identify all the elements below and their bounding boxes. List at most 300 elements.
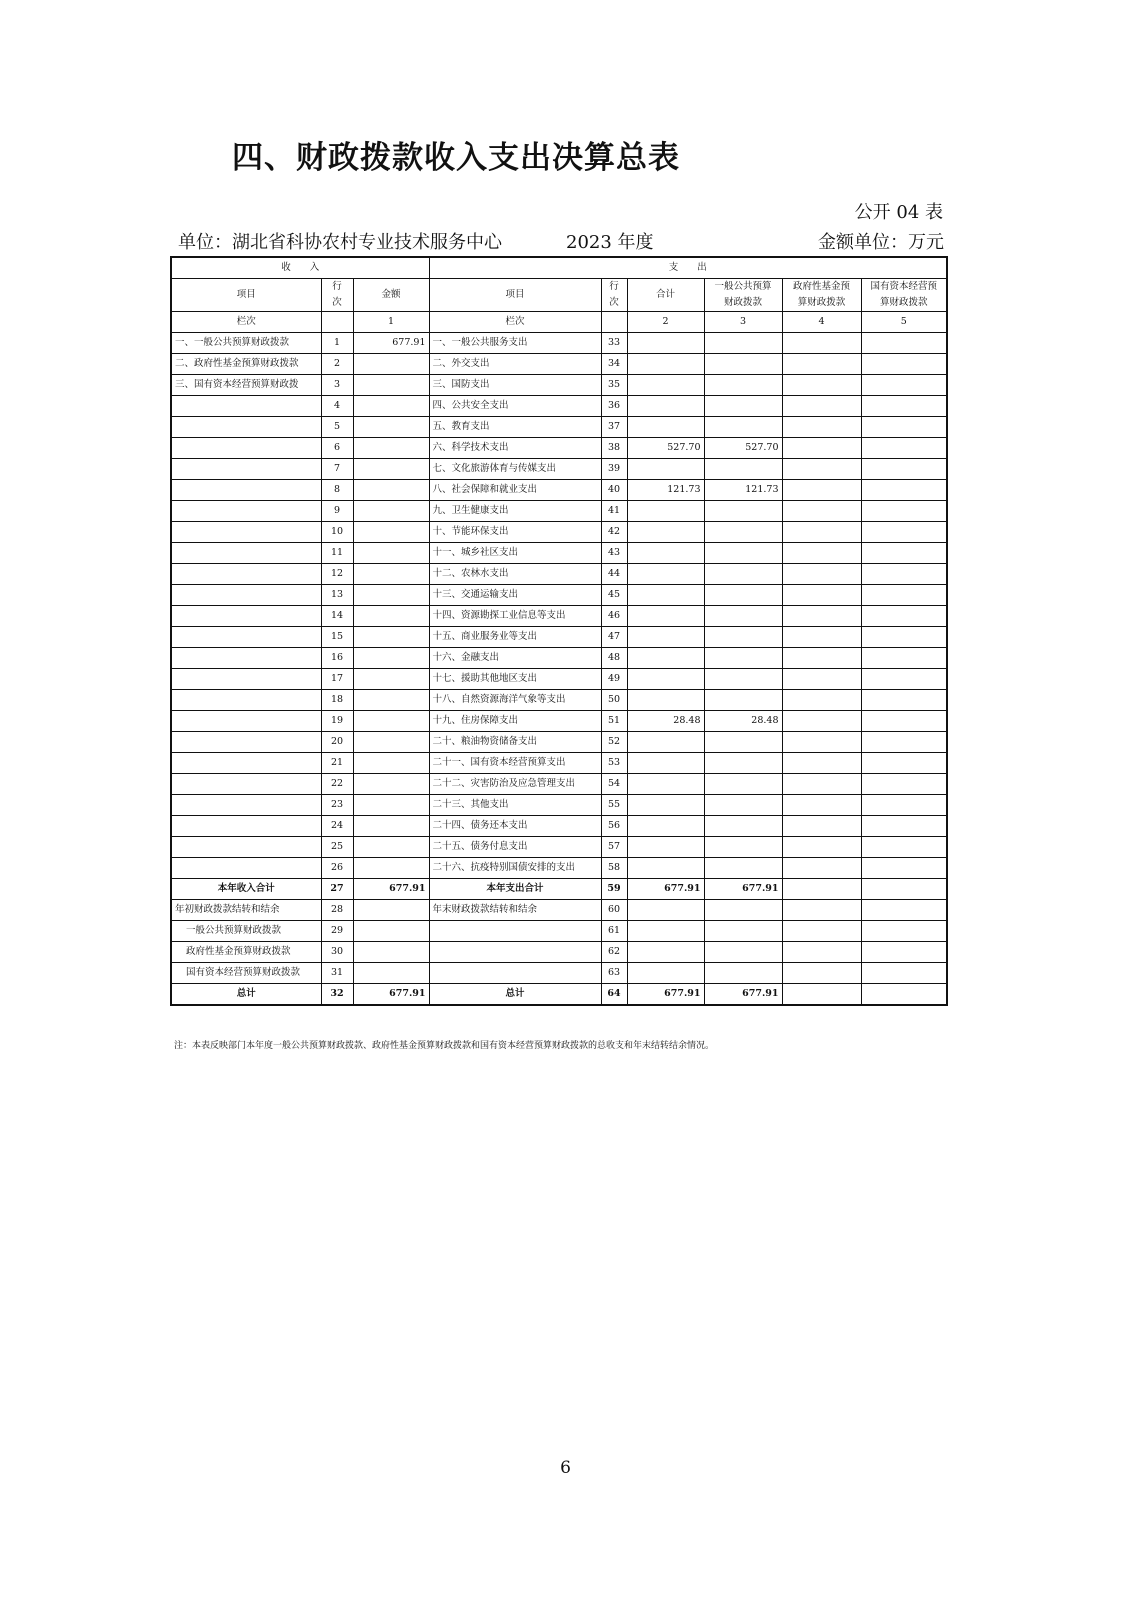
header-row-columns xyxy=(171,279,947,312)
expense-line-no: 35 xyxy=(601,375,627,396)
expense-item xyxy=(429,921,601,942)
income-item: 一般公共预算财政拨款 xyxy=(171,921,321,942)
fund-budget-amount xyxy=(782,354,861,375)
state-capital-amount xyxy=(861,858,947,879)
income-amount xyxy=(353,858,429,879)
income-amount xyxy=(353,354,429,375)
state-capital-amount xyxy=(861,753,947,774)
reporting-unit: 单位：湖北省科协农村专业技术服务中心 xyxy=(178,232,502,253)
fund-budget-amount xyxy=(782,879,861,900)
fund-budget-amount xyxy=(782,543,861,564)
fund-budget-amount xyxy=(782,627,861,648)
general-budget-amount xyxy=(704,354,782,375)
income-line-no: 2 xyxy=(321,354,353,375)
income-item: 年初财政拨款结转和结余 xyxy=(171,900,321,921)
income-item: 一、一般公共预算财政拨款 xyxy=(171,333,321,354)
expense-line-no: 50 xyxy=(601,690,627,711)
income-item xyxy=(171,648,321,669)
income-amount-header: 金额 xyxy=(353,279,429,312)
fund-budget-amount xyxy=(782,774,861,795)
empty-cell xyxy=(601,312,627,333)
general-budget-amount xyxy=(704,837,782,858)
expense-line-no: 36 xyxy=(601,396,627,417)
income-item xyxy=(171,459,321,480)
summary-row xyxy=(171,879,947,900)
fund-budget-header: 政府性基金预算财政拨款 xyxy=(782,279,861,312)
general-budget-amount xyxy=(704,333,782,354)
table-row xyxy=(171,438,947,459)
income-line-no: 28 xyxy=(321,900,353,921)
total-amount xyxy=(627,564,704,585)
income-amount xyxy=(353,585,429,606)
empty-cell xyxy=(321,312,353,333)
fund-budget-amount xyxy=(782,669,861,690)
total-amount xyxy=(627,333,704,354)
income-amount xyxy=(353,816,429,837)
general-budget-amount xyxy=(704,564,782,585)
summary-row xyxy=(171,942,947,963)
fund-budget-amount xyxy=(782,732,861,753)
fund-budget-amount xyxy=(782,921,861,942)
fund-budget-amount xyxy=(782,753,861,774)
income-item xyxy=(171,753,321,774)
column-label: 栏次 xyxy=(429,312,601,333)
state-capital-amount xyxy=(861,816,947,837)
expense-line-no: 58 xyxy=(601,858,627,879)
expense-item: 十八、自然资源海洋气象等支出 xyxy=(429,690,601,711)
total-amount xyxy=(627,921,704,942)
income-line-no: 19 xyxy=(321,711,353,732)
income-line-no: 24 xyxy=(321,816,353,837)
total-amount xyxy=(627,732,704,753)
expense-line-no: 39 xyxy=(601,459,627,480)
state-capital-amount xyxy=(861,774,947,795)
state-capital-amount xyxy=(861,522,947,543)
general-budget-amount xyxy=(704,774,782,795)
income-amount xyxy=(353,480,429,501)
expense-line-no: 57 xyxy=(601,837,627,858)
income-item xyxy=(171,711,321,732)
table-row xyxy=(171,480,947,501)
income-line-no-header: 行次 xyxy=(321,279,353,312)
state-capital-header: 国有资本经营预算财政拨款 xyxy=(861,279,947,312)
fund-budget-amount xyxy=(782,795,861,816)
expense-line-no: 44 xyxy=(601,564,627,585)
expense-item: 十、节能环保支出 xyxy=(429,522,601,543)
total-amount xyxy=(627,501,704,522)
income-amount xyxy=(353,795,429,816)
income-amount xyxy=(353,543,429,564)
income-line-no: 21 xyxy=(321,753,353,774)
expense-line-no: 54 xyxy=(601,774,627,795)
general-budget-amount: 677.91 xyxy=(704,984,782,1006)
expense-line-no: 64 xyxy=(601,984,627,1006)
income-item: 二、政府性基金预算财政拨款 xyxy=(171,354,321,375)
general-budget-amount xyxy=(704,417,782,438)
total-amount xyxy=(627,690,704,711)
table-row xyxy=(171,501,947,522)
total-amount xyxy=(627,669,704,690)
total-amount xyxy=(627,816,704,837)
state-capital-amount xyxy=(861,564,947,585)
general-budget-amount xyxy=(704,732,782,753)
fund-budget-amount xyxy=(782,690,861,711)
expense-item: 三、国防支出 xyxy=(429,375,601,396)
expense-item: 六、科学技术支出 xyxy=(429,438,601,459)
expense-line-no: 61 xyxy=(601,921,627,942)
income-line-no: 14 xyxy=(321,606,353,627)
income-line-no: 26 xyxy=(321,858,353,879)
general-budget-amount xyxy=(704,942,782,963)
total-amount xyxy=(627,753,704,774)
table-row xyxy=(171,606,947,627)
expense-section-header: 支 出 xyxy=(429,257,947,279)
income-item-header: 项目 xyxy=(171,279,321,312)
fund-budget-amount xyxy=(782,522,861,543)
fund-budget-amount xyxy=(782,375,861,396)
expense-item: 二十五、债务付息支出 xyxy=(429,837,601,858)
total-amount xyxy=(627,417,704,438)
expense-line-no: 51 xyxy=(601,711,627,732)
income-item xyxy=(171,669,321,690)
income-amount: 677.91 xyxy=(353,879,429,900)
income-line-no: 29 xyxy=(321,921,353,942)
income-amount xyxy=(353,396,429,417)
state-capital-amount xyxy=(861,984,947,1006)
general-budget-amount xyxy=(704,921,782,942)
income-amount xyxy=(353,627,429,648)
income-line-no: 13 xyxy=(321,585,353,606)
income-amount xyxy=(353,774,429,795)
general-budget-amount xyxy=(704,690,782,711)
expense-item: 十三、交通运输支出 xyxy=(429,585,601,606)
income-item xyxy=(171,501,321,522)
state-capital-amount xyxy=(861,900,947,921)
general-budget-amount: 28.48 xyxy=(704,711,782,732)
expense-item: 二、外交支出 xyxy=(429,354,601,375)
total-amount xyxy=(627,354,704,375)
table-row xyxy=(171,837,947,858)
expense-item: 二十六、抗疫特别国债安排的支出 xyxy=(429,858,601,879)
expense-item: 二十二、灾害防治及应急管理支出 xyxy=(429,774,601,795)
column-number-row xyxy=(171,312,947,333)
fund-budget-amount xyxy=(782,837,861,858)
expense-line-no: 60 xyxy=(601,900,627,921)
income-line-no: 9 xyxy=(321,501,353,522)
general-budget-amount xyxy=(704,396,782,417)
expense-line-no: 48 xyxy=(601,648,627,669)
total-amount xyxy=(627,795,704,816)
column-label: 栏次 xyxy=(171,312,321,333)
state-capital-amount xyxy=(861,732,947,753)
expense-item: 七、文化旅游体育与传媒支出 xyxy=(429,459,601,480)
total-amount xyxy=(627,858,704,879)
expense-line-no: 53 xyxy=(601,753,627,774)
income-line-no: 25 xyxy=(321,837,353,858)
expense-line-no: 45 xyxy=(601,585,627,606)
expense-line-no-header: 行次 xyxy=(601,279,627,312)
income-item xyxy=(171,564,321,585)
report-meta xyxy=(178,228,944,254)
income-item xyxy=(171,837,321,858)
general-budget-amount xyxy=(704,375,782,396)
expense-item: 十二、农林水支出 xyxy=(429,564,601,585)
income-item xyxy=(171,396,321,417)
state-capital-amount xyxy=(861,543,947,564)
total-amount: 677.91 xyxy=(627,984,704,1006)
income-amount xyxy=(353,438,429,459)
general-budget-amount xyxy=(704,459,782,480)
income-line-no: 31 xyxy=(321,963,353,984)
income-line-no: 11 xyxy=(321,543,353,564)
table-row xyxy=(171,774,947,795)
col-number-3: 3 xyxy=(704,312,782,333)
income-item xyxy=(171,543,321,564)
general-budget-amount xyxy=(704,501,782,522)
expense-item: 二十三、其他支出 xyxy=(429,795,601,816)
table-row xyxy=(171,627,947,648)
fund-budget-amount xyxy=(782,648,861,669)
table-row xyxy=(171,375,947,396)
fund-budget-amount xyxy=(782,858,861,879)
income-item xyxy=(171,858,321,879)
income-amount: 677.91 xyxy=(353,333,429,354)
income-line-no: 30 xyxy=(321,942,353,963)
total-amount: 28.48 xyxy=(627,711,704,732)
income-amount: 677.91 xyxy=(353,984,429,1006)
income-line-no: 23 xyxy=(321,795,353,816)
income-item xyxy=(171,438,321,459)
income-amount xyxy=(353,900,429,921)
income-line-no: 27 xyxy=(321,879,353,900)
state-capital-amount xyxy=(861,396,947,417)
table-row xyxy=(171,858,947,879)
income-line-no: 17 xyxy=(321,669,353,690)
table-row xyxy=(171,354,947,375)
state-capital-amount xyxy=(861,501,947,522)
total-amount xyxy=(627,459,704,480)
income-line-no: 1 xyxy=(321,333,353,354)
income-item xyxy=(171,627,321,648)
table-row xyxy=(171,669,947,690)
general-budget-amount xyxy=(704,858,782,879)
expense-line-no: 55 xyxy=(601,795,627,816)
income-amount xyxy=(353,501,429,522)
expense-line-no: 59 xyxy=(601,879,627,900)
expense-item: 四、公共安全支出 xyxy=(429,396,601,417)
income-line-no: 7 xyxy=(321,459,353,480)
general-budget-amount xyxy=(704,648,782,669)
table-row xyxy=(171,522,947,543)
expense-item: 十五、商业服务业等支出 xyxy=(429,627,601,648)
income-line-no: 10 xyxy=(321,522,353,543)
income-line-no: 4 xyxy=(321,396,353,417)
income-item xyxy=(171,732,321,753)
expense-line-no: 62 xyxy=(601,942,627,963)
income-item xyxy=(171,795,321,816)
col-number-4: 4 xyxy=(782,312,861,333)
income-amount xyxy=(353,459,429,480)
income-amount xyxy=(353,837,429,858)
fund-budget-amount xyxy=(782,480,861,501)
state-capital-amount xyxy=(861,648,947,669)
table-row xyxy=(171,648,947,669)
income-amount xyxy=(353,711,429,732)
fund-budget-amount xyxy=(782,396,861,417)
state-capital-amount xyxy=(861,480,947,501)
state-capital-amount xyxy=(861,690,947,711)
expense-item: 二十、粮油物资储备支出 xyxy=(429,732,601,753)
general-budget-amount: 121.73 xyxy=(704,480,782,501)
total-amount xyxy=(627,942,704,963)
expense-line-no: 56 xyxy=(601,816,627,837)
total-amount xyxy=(627,585,704,606)
income-item: 政府性基金预算财政拨款 xyxy=(171,942,321,963)
col-number-2: 2 xyxy=(627,312,704,333)
fund-budget-amount xyxy=(782,984,861,1006)
summary-row xyxy=(171,984,947,1006)
expense-item: 二十四、债务还本支出 xyxy=(429,816,601,837)
expense-item xyxy=(429,963,601,984)
income-line-no: 32 xyxy=(321,984,353,1006)
general-budget-amount xyxy=(704,606,782,627)
form-number: 公开 04 表 xyxy=(854,202,943,223)
state-capital-amount xyxy=(861,333,947,354)
income-item xyxy=(171,606,321,627)
state-capital-amount xyxy=(861,606,947,627)
table-row xyxy=(171,459,947,480)
fund-budget-amount xyxy=(782,963,861,984)
expense-line-no: 63 xyxy=(601,963,627,984)
expense-item: 十七、援助其他地区支出 xyxy=(429,669,601,690)
total-amount: 527.70 xyxy=(627,438,704,459)
state-capital-amount xyxy=(861,627,947,648)
general-budget-amount xyxy=(704,795,782,816)
table-row xyxy=(171,816,947,837)
state-capital-amount xyxy=(861,795,947,816)
expense-item-header: 项目 xyxy=(429,279,601,312)
expense-line-no: 38 xyxy=(601,438,627,459)
expense-line-no: 41 xyxy=(601,501,627,522)
state-capital-amount xyxy=(861,837,947,858)
expense-item: 十九、住房保障支出 xyxy=(429,711,601,732)
expense-item: 八、社会保障和就业支出 xyxy=(429,480,601,501)
summary-row xyxy=(171,900,947,921)
income-line-no: 20 xyxy=(321,732,353,753)
total-amount xyxy=(627,963,704,984)
general-budget-header: 一般公共预算财政拨款 xyxy=(704,279,782,312)
state-capital-amount xyxy=(861,711,947,732)
income-amount xyxy=(353,732,429,753)
income-amount xyxy=(353,669,429,690)
income-line-no: 18 xyxy=(321,690,353,711)
table-row xyxy=(171,732,947,753)
expense-item: 本年支出合计 xyxy=(429,879,601,900)
income-line-no: 3 xyxy=(321,375,353,396)
fund-budget-amount xyxy=(782,606,861,627)
fund-budget-amount xyxy=(782,816,861,837)
expense-line-no: 42 xyxy=(601,522,627,543)
total-amount: 677.91 xyxy=(627,879,704,900)
summary-row xyxy=(171,921,947,942)
table-row xyxy=(171,690,947,711)
expense-item xyxy=(429,942,601,963)
table-row xyxy=(171,417,947,438)
total-amount xyxy=(627,774,704,795)
table-row xyxy=(171,333,947,354)
general-budget-amount xyxy=(704,963,782,984)
state-capital-amount xyxy=(861,438,947,459)
state-capital-amount xyxy=(861,942,947,963)
income-item xyxy=(171,417,321,438)
income-item: 国有资本经营预算财政拨款 xyxy=(171,963,321,984)
fund-budget-amount xyxy=(782,711,861,732)
general-budget-amount xyxy=(704,522,782,543)
income-amount xyxy=(353,753,429,774)
total-amount xyxy=(627,543,704,564)
total-amount xyxy=(627,606,704,627)
general-budget-amount xyxy=(704,753,782,774)
table-row xyxy=(171,711,947,732)
state-capital-amount xyxy=(861,879,947,900)
expense-line-no: 37 xyxy=(601,417,627,438)
total-amount xyxy=(627,627,704,648)
table-row xyxy=(171,585,947,606)
income-amount xyxy=(353,564,429,585)
income-item xyxy=(171,690,321,711)
income-item xyxy=(171,480,321,501)
income-item: 本年收入合计 xyxy=(171,879,321,900)
total-amount xyxy=(627,900,704,921)
state-capital-amount xyxy=(861,375,947,396)
income-line-no: 16 xyxy=(321,648,353,669)
total-header: 合计 xyxy=(627,279,704,312)
footnote: 注：本表反映部门本年度一般公共预算财政拨款、政府性基金预算财政拨款和国有资本经营预算财政拨款的总收支和年末结转结余情况。 xyxy=(174,1041,715,1051)
income-amount xyxy=(353,963,429,984)
expense-line-no: 49 xyxy=(601,669,627,690)
expense-line-no: 40 xyxy=(601,480,627,501)
total-amount: 121.73 xyxy=(627,480,704,501)
table-row xyxy=(171,795,947,816)
state-capital-amount xyxy=(861,417,947,438)
income-item xyxy=(171,816,321,837)
general-budget-amount xyxy=(704,543,782,564)
expense-line-no: 33 xyxy=(601,333,627,354)
state-capital-amount xyxy=(861,669,947,690)
income-item xyxy=(171,774,321,795)
state-capital-amount xyxy=(861,459,947,480)
income-amount xyxy=(353,690,429,711)
state-capital-amount xyxy=(861,963,947,984)
expense-item: 五、教育支出 xyxy=(429,417,601,438)
general-budget-amount xyxy=(704,585,782,606)
fund-budget-amount xyxy=(782,942,861,963)
state-capital-amount xyxy=(861,585,947,606)
income-item: 三、国有资本经营预算财政拨 xyxy=(171,375,321,396)
expense-line-no: 47 xyxy=(601,627,627,648)
general-budget-amount xyxy=(704,816,782,837)
fund-budget-amount xyxy=(782,438,861,459)
state-capital-amount xyxy=(861,921,947,942)
expense-item: 九、卫生健康支出 xyxy=(429,501,601,522)
table-row xyxy=(171,564,947,585)
income-item xyxy=(171,522,321,543)
total-amount xyxy=(627,375,704,396)
income-item: 总计 xyxy=(171,984,321,1006)
expense-line-no: 52 xyxy=(601,732,627,753)
income-line-no: 8 xyxy=(321,480,353,501)
income-amount xyxy=(353,921,429,942)
